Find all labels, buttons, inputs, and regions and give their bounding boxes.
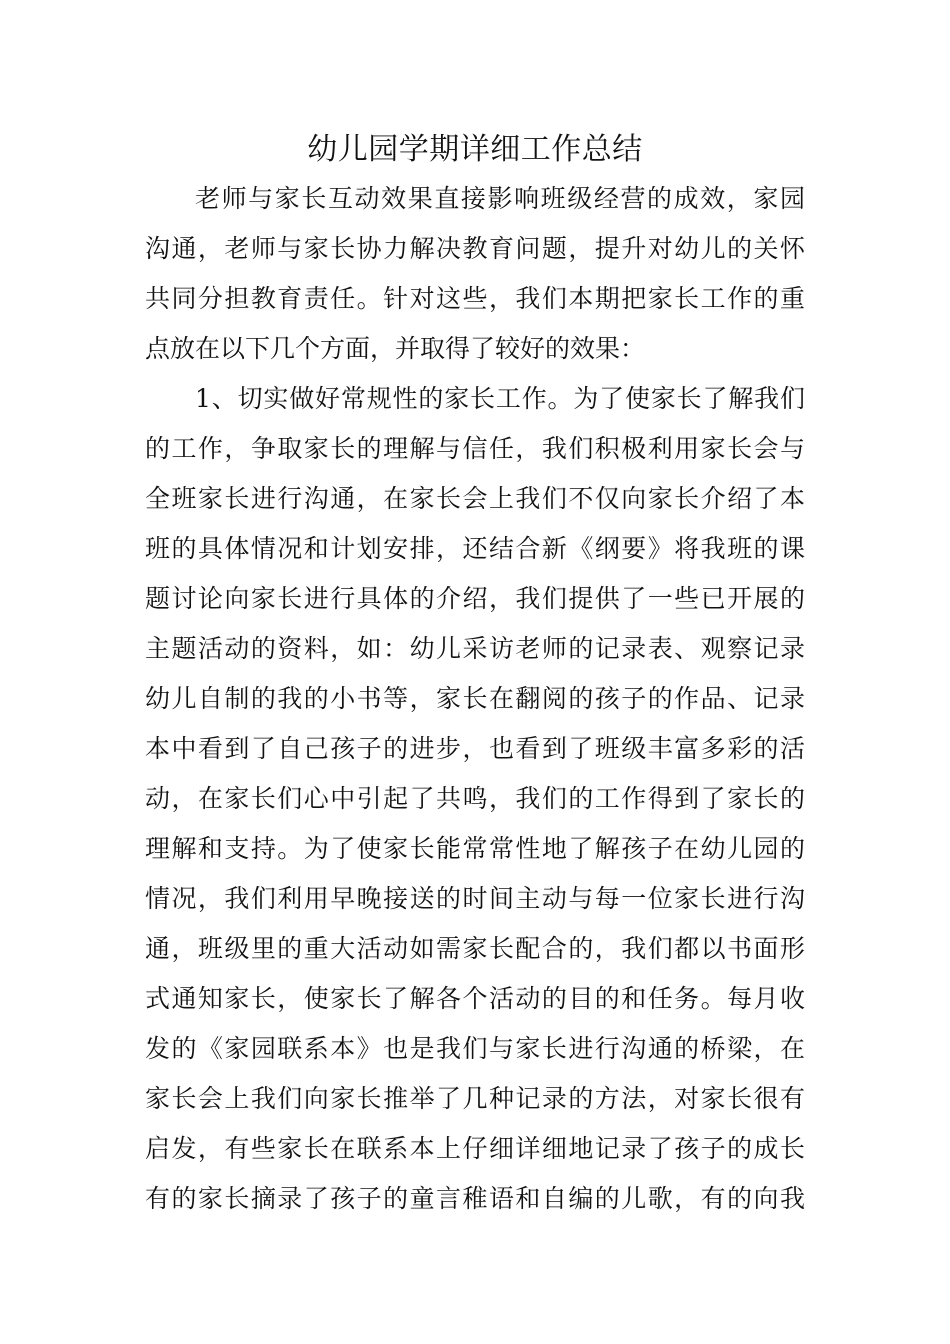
paragraph-line: 式通知家长，使家长了解各个活动的目的和任务。每月收 [145, 984, 805, 1013]
paragraph-line: 的工作，争取家长的理解与信任，我们积极利用家长会与 [145, 434, 805, 463]
paragraph-line: 本中看到了自己孩子的进步，也看到了班级丰富多彩的活 [145, 734, 805, 763]
paragraph-line: 通，班级里的重大活动如需家长配合的，我们都以书面形 [145, 934, 805, 963]
paragraph-line: 情况，我们利用早晚接送的时间主动与每一位家长进行沟 [145, 884, 805, 913]
paragraph-line: 有的家长摘录了孩子的童言稚语和自编的儿歌，有的向我 [145, 1184, 805, 1213]
paragraph-line: 动，在家长们心中引起了共鸣，我们的工作得到了家长的 [145, 784, 805, 813]
paragraph-line: 1、切实做好常规性的家长工作。为了使家长了解我们 [195, 384, 805, 413]
paragraph-line: 全班家长进行沟通，在家长会上我们不仅向家长介绍了本 [145, 484, 805, 513]
paragraph-line: 题讨论向家长进行具体的介绍，我们提供了一些已开展的 [145, 584, 805, 613]
paragraph-line: 家长会上我们向家长推举了几种记录的方法，对家长很有 [145, 1084, 805, 1113]
paragraph-line: 幼儿自制的我的小书等，家长在翻阅的孩子的作品、记录 [145, 684, 805, 713]
paragraph-line: 发的《家园联系本》也是我们与家长进行沟通的桥梁，在 [145, 1034, 805, 1063]
document-body [145, 174, 805, 1224]
paragraph-line: 班的具体情况和计划安排，还结合新《纲要》将我班的课 [145, 534, 805, 563]
paragraph-line: 启发，有些家长在联系本上仔细详细地记录了孩子的成长 [145, 1134, 805, 1163]
paragraph-line: 老师与家长互动效果直接影响班级经营的成效，家园 [195, 184, 805, 213]
paragraph-line: 理解和支持。为了使家长能常常性地了解孩子在幼儿园的 [145, 834, 805, 863]
paragraph-line: 主题活动的资料，如：幼儿采访老师的记录表、观察记录 [145, 634, 805, 663]
paragraph-line: 点放在以下几个方面，并取得了较好的效果： [145, 334, 646, 363]
paragraph-line: 沟通，老师与家长协力解决教育问题，提升对幼儿的关怀 [145, 234, 805, 263]
document-title: 幼儿园学期详细工作总结 [307, 132, 643, 167]
paragraph-line: 共同分担教育责任。针对这些，我们本期把家长工作的重 [145, 284, 805, 313]
